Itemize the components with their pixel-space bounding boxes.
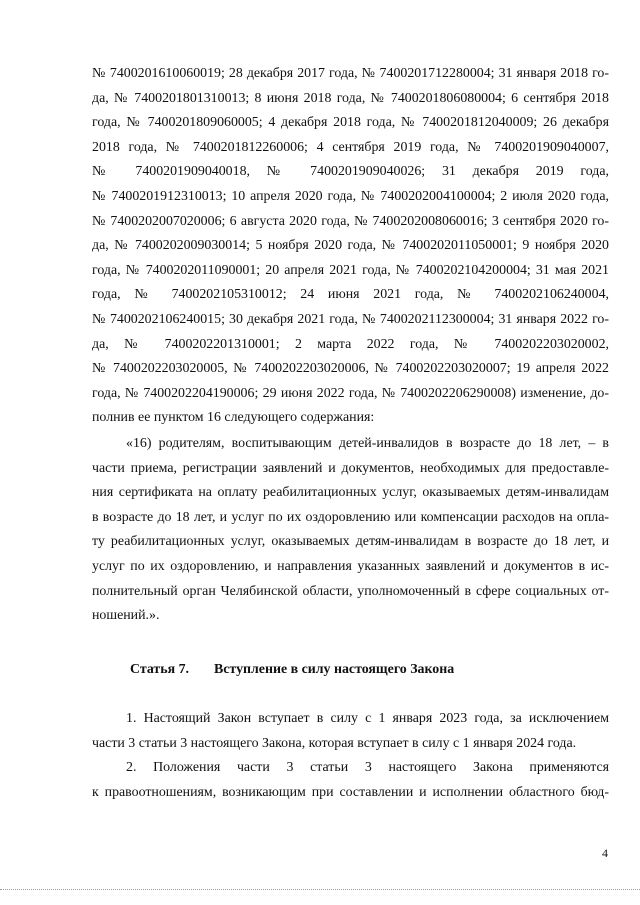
text-line: № 7400201912310013; 10 апреля 2020 года, № 7400202004100004; 2 июля 2020 года, bbox=[92, 188, 609, 204]
page-number: 4 bbox=[602, 846, 608, 860]
text-line: 1. Настоящий Закон вступает в силу с 1 января 2023 года, за исключением bbox=[126, 711, 609, 726]
article-7-paragraph-1 bbox=[92, 707, 609, 756]
footer-divider bbox=[0, 889, 640, 890]
text-line: № 7400202203020005, № 7400202203020006, № 7400202203020007; 19 апреля 2022 bbox=[92, 361, 609, 377]
text-line: части 3 статьи 3 настоящего Закона, которая вступает в силу с 1 января 2024 года. bbox=[92, 735, 577, 751]
article-number: Статья 7. bbox=[130, 662, 190, 677]
text-line: ношений.». bbox=[92, 608, 160, 624]
text-line: № 7400201610060019; 28 декабря 2017 года, № 7400201712280004; 31 января 2018 го- bbox=[92, 66, 609, 81]
amendment-references bbox=[92, 62, 609, 431]
text-line: «16) родителям, воспитывающим детей-инвалидов в возрасте до 18 лет, – в bbox=[126, 436, 609, 451]
text-line: в возрасте до 18 лет, и услуг по их оздоровлению или компенсации расходов на опла- bbox=[92, 509, 609, 525]
text-line: 2. Положения части 3 статьи 3 настоящего Закона применяются bbox=[126, 760, 609, 775]
article-7-paragraph-2 bbox=[92, 756, 609, 805]
text-line: № 7400202007020006; 6 августа 2020 года, № 7400202008060016; 3 сентября 2020 го- bbox=[92, 213, 609, 229]
text-line: № 7400201909040018, № 7400201909040026; 31 декабря 2019 года, bbox=[92, 164, 609, 180]
text-line: года, № 7400202105310012; 24 июня 2021 года, № 7400202106240004, bbox=[92, 287, 609, 303]
text-line: года, № 7400202204190006; 29 июня 2022 года, № 7400202206290008) изменение, до- bbox=[92, 385, 609, 401]
text-line: части приема, регистрации заявлений и документов, необходимых для предоставле- bbox=[92, 460, 609, 476]
text-line: да, № 7400202201310001; 2 марта 2022 года, № 7400202203020002, bbox=[92, 336, 609, 352]
article-7-heading bbox=[130, 660, 454, 680]
text-line: № 7400202106240015; 30 декабря 2021 года, № 7400202112300004; 31 января 2022 го- bbox=[92, 311, 609, 327]
text-line: года, № 7400201809060005; 4 декабря 2018 года, № 7400201812040009; 26 декабря bbox=[92, 115, 609, 131]
article-title: Вступление в силу настоящего Закона bbox=[214, 662, 455, 677]
text-line: услуг по их оздоровлению, и направления указанных заявлений и документов в ис- bbox=[92, 558, 609, 574]
text-line: полнительный орган Челябинской области, уполномоченный в сфере социальных от- bbox=[92, 583, 609, 599]
text-line: да, № 7400201801310013; 8 июня 2018 года, № 7400201806080004; 6 сентября 2018 bbox=[92, 90, 609, 106]
text-line: года, № 7400202011090001; 20 апреля 2021 года, № 7400202104200004; 31 мая 2021 bbox=[92, 262, 609, 278]
text-line: полнив ее пунктом 16 следующего содержания: bbox=[92, 410, 375, 426]
text-line: ния сертификата на оплату реабилитационных услуг, оказываемых детям-инвалидам bbox=[92, 485, 609, 501]
text-line: ту реабилитационных услуг, оказываемых детям-инвалидам в возрасте до 18 лет, и bbox=[92, 534, 609, 550]
text-line: да, № 7400202009030014; 5 ноября 2020 года, № 7400202011050001; 9 ноября 2020 bbox=[92, 238, 609, 254]
text-line: 2018 года, № 7400201812260006; 4 сентября 2019 года, № 7400201909040007, bbox=[92, 139, 609, 155]
item-16-text bbox=[92, 432, 609, 629]
text-line: к правоотношениям, возникающим при составлении и исполнении областного бюд- bbox=[92, 784, 609, 800]
